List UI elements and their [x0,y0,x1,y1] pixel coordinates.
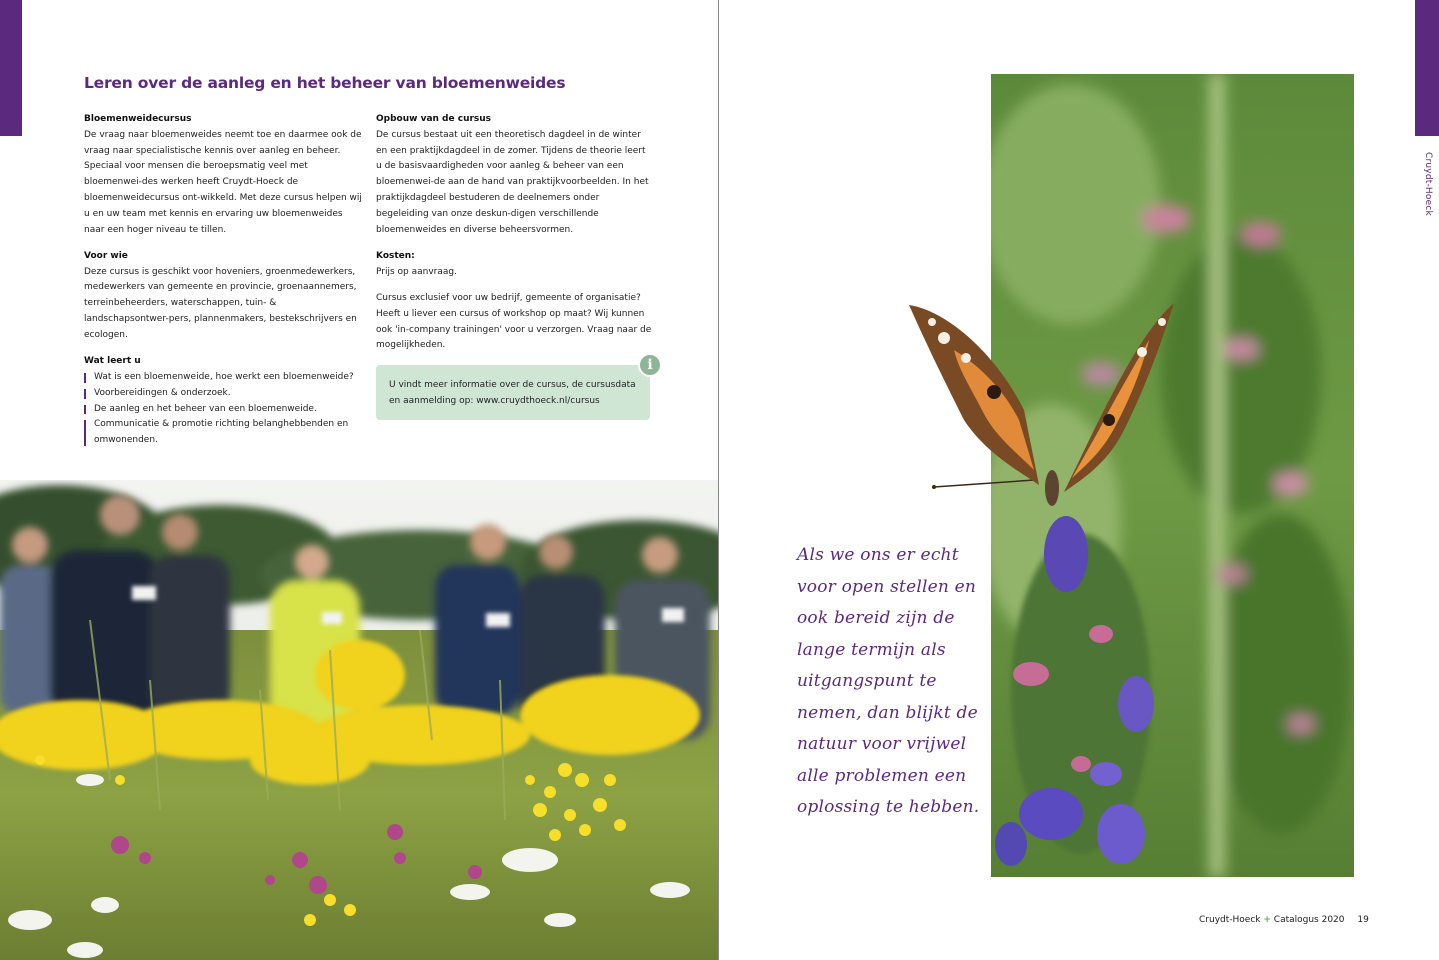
left-column [84,112,362,449]
list-item: Communicatie & promotie richting belanghebbenden en omwonenden. [84,417,362,449]
footer-catalog: Catalogus 2020 [1273,915,1345,925]
page-title: Leren over de aanleg en het beheer van bloemenweides [84,74,566,92]
wat-leert-u-heading: Wat leert u [84,356,141,367]
opbouw-text: De cursus bestaat uit een theoretisch dagdeel in de winter en een praktijkdagdeel in de zomer. Tijdens de theorie leert u de basisvaardigheden voor aanleg & beheer van een bloemenwei-de aan de hand van praktijkvoorbeelden. In het praktijkdagdeel bestuderen de deelnemers onder begeleiding van onze deskun-digen verschillende bloemenweides en diverse beheersvormen. [376,129,649,235]
pull-quote: Als we ons er echt voor open stellen en ook bereid zijn de lange termijn als uitgangspunt te nemen, dan blijkt de natuur voor vrijwel alle problemen een oplossing te hebben. [797,545,980,817]
bloemenweidecursus-heading: Bloemenweidecursus [84,114,192,124]
page-number: 19 [1357,915,1369,925]
meadow-course-photo [0,480,718,960]
right-column [376,112,654,365]
info-box-text: U vindt meer informatie over de cursus, de cursusdata en aanmelding op: www.cruydthoeck.nl/cursus [389,380,636,406]
wat-leert-u-list [84,370,362,449]
purple-tab-right [1415,0,1439,136]
voor-wie-heading: Voor wie [84,250,128,261]
info-box [376,365,650,420]
footer-brand: Cruydt-Hoeck [1199,915,1261,925]
footer-plus: + [1263,915,1271,925]
list-item: Wat is een bloemenweide, hoe werkt een bloemenweide? [84,370,362,386]
page-footer [1199,915,1369,925]
butterfly-illustration [904,300,1179,540]
brand-vertical-label: Cruydt-Hoeck [1423,152,1433,216]
left-page [0,0,718,960]
list-item: De aanleg en het beheer van een bloemenweide. [84,402,362,418]
info-icon: i [638,353,662,377]
opbouw-heading: Opbouw van de cursus [376,114,492,124]
kosten-heading: Kosten: [376,250,415,261]
right-page [719,0,1439,960]
purple-tab-left [0,0,22,136]
list-item: Voorbereidingen & onderzoek. [84,386,362,402]
voor-wie-text: Deze cursus is geschikt voor hoveniers, groenmedewerkers, medewerkers van gemeente en provincie, groenaannemers, terreinbeheerders, waterschappen, tuin- & landschapsontwer-pers, plannenmakers, bestekschrijvers en ecologen. [84,266,357,340]
exclusief-text: Cursus exclusief voor uw bedrijf, gemeente of organisatie? Heeft u liever een cursus of workshop op maat? Wij kunnen ook 'in-company trainingen' voor u verzorgen. Vraag naar de mogelijkheden. [376,292,652,351]
bloemenweidecursus-text: De vraag naar bloemenweides neemt toe en daarmee ook de vraag naar specialistische kennis over aanleg en beheer. Speciaal voor mensen die beroepsmatig veel met bloemenwei-des werken heeft Cruydt-Hoeck de bloemenweidecursus ont-wikkeld. Met deze cursus helpen wij u en uw team met kennis en ervaring uw bloemenweides naar een hoger niveau te tillen. [84,129,362,235]
kosten-text: Prijs op aanvraag. [376,266,457,277]
